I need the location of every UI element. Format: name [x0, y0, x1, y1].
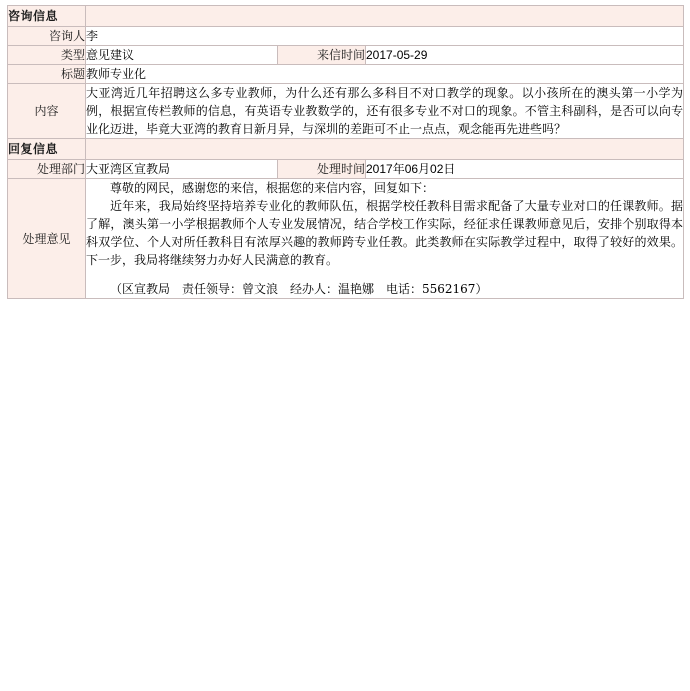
inquiry-person-row [8, 27, 684, 46]
inquiry-subject-label: 标题 [8, 65, 86, 84]
reply-section-header-filler [86, 139, 684, 160]
reply-dept-label: 处理部门 [8, 160, 86, 179]
inquiry-reply-table [7, 5, 684, 299]
reply-opinion-body [86, 179, 684, 299]
reply-opinion-row [8, 179, 684, 299]
reply-section-title: 回复信息 [8, 139, 86, 160]
reply-time-value: 2017年06月02日 [366, 160, 684, 179]
inquiry-content-value: 大亚湾近几年招聘这么多专业教师，为什么还有那么多科目不对口教学的现象。以小孩所在的澳头第一小学为例，根据宣传栏教师的信息，有英语专业教数学的，还有很多专业不对口的现象。不管主科副科，是否可以向专业化迈进，毕竟大亚湾的教育日新月异，与深圳的差距可不止一点点，观念能再先进些吗？ [86, 84, 684, 139]
reply-dept-value: 大亚湾区宣教局 [86, 160, 278, 179]
reply-time-label: 处理时间 [278, 160, 366, 179]
reply-paragraph-1: 尊敬的网民，感谢您的来信，根据您的来信内容，回复如下： [110, 181, 435, 195]
inquiry-subject-row [8, 65, 684, 84]
reply-opinion-label: 处理意见 [8, 179, 86, 299]
inquiry-section-header-filler [86, 6, 684, 27]
reply-section-header-row [8, 139, 684, 160]
inquiry-person-label: 咨询人 [8, 27, 86, 46]
inquiry-person-value: 李 [86, 27, 684, 46]
inquiry-section-header-row [8, 6, 684, 27]
inquiry-content-label: 内容 [8, 84, 86, 139]
inquiry-type-row [8, 46, 684, 65]
inquiry-content-row [8, 84, 684, 139]
reply-dept-row [8, 160, 684, 179]
inquiry-date-label: 来信时间 [278, 46, 366, 65]
inquiry-type-label: 类型 [8, 46, 86, 65]
inquiry-date-value: 2017-05-29 [366, 46, 684, 65]
inquiry-subject-value: 教师专业化 [86, 65, 684, 84]
inquiry-section-title: 咨询信息 [8, 6, 86, 27]
inquiry-type-value: 意见建议 [86, 46, 278, 65]
reply-paragraph-3: （区宣教局 责任领导：曾文浪 经办人：温艳娜 电话：5562167） [110, 282, 488, 297]
reply-paragraph-2: 近年来，我局始终坚持培养专业化的教师队伍，根据学校任教科目需求配备了大量专业对口的任课教师。据了解，澳头第一小学根据教师个人专业发展情况，结合学校工作实际，经征求任课教师意见后，安排个别取得本科双学位、个人对所任教科目有浓厚兴趣的教师跨专业任教。此类教师在实际教学过程中，取得了较好的效果。下一步，我局将继续努力办好人民满意的教育。 [86, 199, 684, 267]
